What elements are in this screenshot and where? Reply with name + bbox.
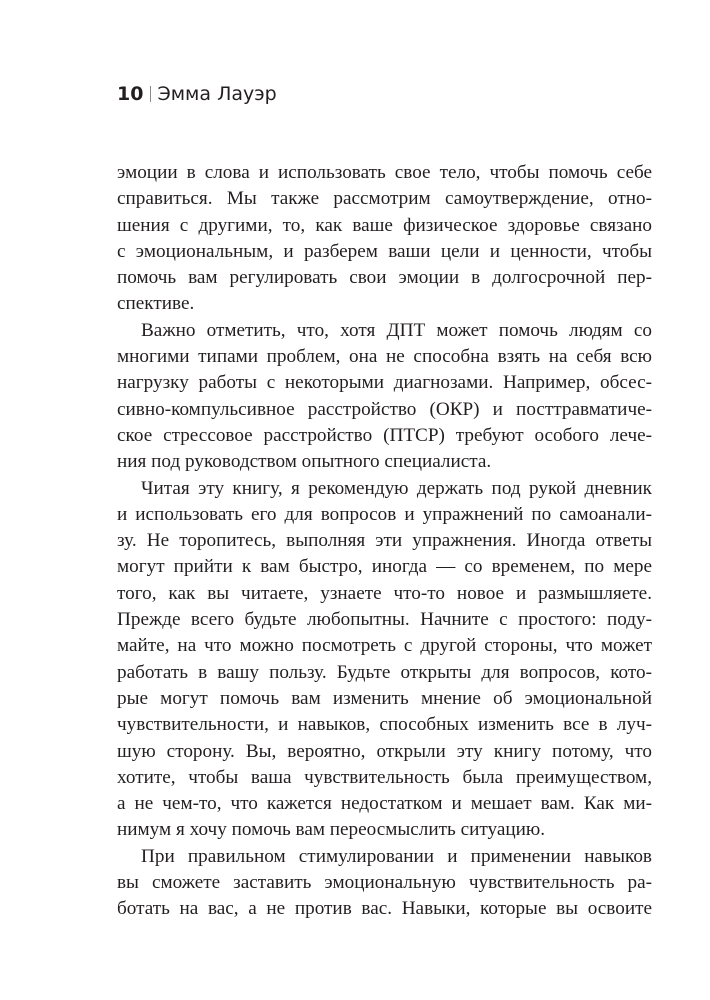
text-line: Читая эту книгу, я рекомендую держать под рукой дневник: [141, 477, 652, 499]
page-number: 10: [117, 83, 144, 105]
paragraph: [117, 844, 652, 923]
text-line: Прежде всего будьте любопытны. Начните с простого: поду-: [117, 609, 652, 631]
text-line: майте, на что можно посмотреть с другой стороны, что может: [117, 635, 652, 657]
text-line: ния под руководством опытного специалиста.: [117, 451, 492, 473]
paragraph: [117, 160, 652, 318]
text-line: а не чем-то, что кажется недостатком и мешает вам. Как ми-: [117, 793, 652, 815]
text-line: При правильном стимулировании и применении навыков: [141, 845, 652, 867]
text-line: шую сторону. Вы, вероятно, открыли эту книгу потому, что: [117, 740, 652, 762]
text-line: с эмоциональным, и разберем ваши цели и ценности, чтобы: [117, 240, 652, 262]
running-head: [117, 80, 277, 108]
text-line: рые могут помочь вам изменить мнение об эмоциональной: [117, 687, 652, 709]
body-text: [117, 160, 652, 923]
paragraph: [117, 476, 652, 844]
text-line: многими типами проблем, она не способна взять на себя всю: [117, 346, 652, 368]
text-line: ское стрессовое расстройство (ПТСР) требуют особого лече-: [117, 424, 652, 446]
paragraph: [117, 318, 652, 476]
text-line: шения с другими, то, как ваше физическое здоровье связано: [117, 214, 652, 236]
text-line: ботать на вас, а не против вас. Навыки, которые вы освоите: [117, 898, 652, 920]
text-line: чувствительности, и навыков, способных изменить все в луч-: [117, 714, 652, 736]
text-line: вы сможете заставить эмоциональную чувствительность ра-: [117, 872, 652, 894]
text-line: Важно отметить, что, хотя ДПТ может помочь людям со: [141, 319, 652, 341]
text-line: хотите, чтобы ваша чувствительность была преимуществом,: [117, 766, 652, 788]
text-line: того, как вы читаете, узнаете что-то новое и размышляете.: [117, 582, 652, 604]
text-line: нимум я хочу помочь вам переосмыслить ситуацию.: [117, 819, 546, 841]
text-line: эмоции в слова и использовать свое тело, чтобы помочь себе: [117, 162, 652, 183]
text-line: могут прийти к вам быстро, иногда — со временем, по мере: [117, 556, 652, 578]
text-line: нагрузку работы с некоторыми диагнозами. Например, обсес-: [117, 372, 652, 394]
text-line: справиться. Мы также рассмотрим самоутверждение, отно-: [117, 188, 652, 210]
text-line: работать в вашу пользу. Будьте открыты для вопросов, кото-: [117, 661, 652, 683]
text-line: спективе.: [117, 293, 195, 315]
text-line: зу. Не торопитесь, выполняя эти упражнения. Иногда ответы: [117, 530, 652, 552]
text-line: сивно-компульсивное расстройство (ОКР) и посттравматиче-: [117, 398, 652, 420]
header-divider: [150, 86, 151, 102]
running-head-author: Эмма Лауэр: [157, 83, 277, 105]
text-line: помочь вам регулировать свои эмоции в долгосрочной пер-: [117, 267, 652, 289]
text-line: и использовать его для вопросов и упражнений по самоанали-: [117, 503, 652, 525]
